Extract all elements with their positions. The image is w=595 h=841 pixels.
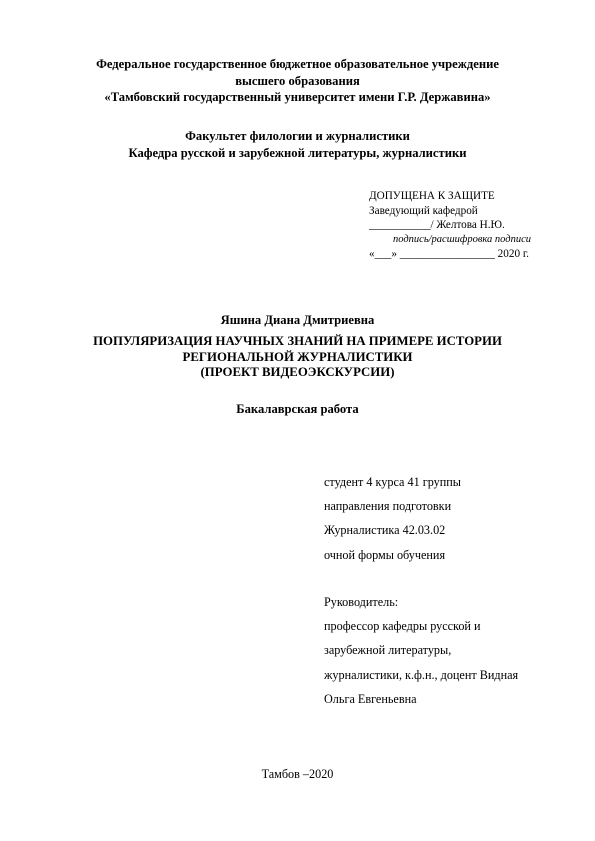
institution-line-3: «Тамбовский государственный университет имени Г.Р. Державина»	[104, 90, 491, 104]
approval-title: ДОПУЩЕНА К ЗАЩИТЕ	[369, 190, 495, 202]
approval-block	[369, 189, 531, 262]
thesis-title-line-2: РЕГИОНАЛЬНОЙ ЖУРНАЛИСТИКИ	[182, 349, 413, 364]
institution-header	[0, 56, 595, 106]
advisor-line-2: профессор кафедры русской и	[324, 619, 481, 634]
student-line-1: студент 4 курса 41 группы	[324, 475, 461, 489]
advisor-line-1: Руководитель:	[324, 595, 399, 609]
advisor-line-4: журналистики, к.ф.н., доцент Видная	[324, 667, 519, 682]
thesis-title	[0, 334, 595, 381]
advisor-info	[324, 590, 518, 711]
faculty-block	[0, 128, 595, 161]
institution-line-2: высшего образования	[235, 73, 360, 88]
work-type: Бакалаврская работа	[236, 402, 359, 416]
thesis-title-line-1: ПОПУЛЯРИЗАЦИЯ НАУЧНЫХ ЗНАНИЙ НА ПРИМЕРЕ ИСТОРИИ	[93, 334, 502, 348]
student-line-4: очной формы обучения	[324, 547, 446, 562]
approval-head: Заведующий кафедрой	[369, 204, 478, 217]
thesis-title-line-3: (ПРОЕКТ ВИДЕОЭКСКУРСИИ)	[200, 365, 395, 380]
faculty-name: Факультет филологии и журналистики	[185, 129, 410, 143]
advisor-line-3: зарубежной литературы,	[324, 643, 452, 658]
student-line-2: направления подготовки	[324, 499, 452, 514]
advisor-line-5: Ольга Евгеньевна	[324, 691, 417, 706]
city-year: Тамбов –2020	[261, 767, 334, 781]
approval-date-line: «___» _________________ 2020 г.	[369, 248, 529, 261]
author-name: Яшина Диана Дмитриевна	[220, 313, 375, 327]
student-line-3: Журналистика 42.03.02	[324, 523, 446, 538]
department-name: Кафедра русской и зарубежной литературы, журналистики	[128, 145, 467, 160]
signature-caption: подпись/расшифровка подписи	[393, 233, 531, 245]
student-info	[324, 470, 461, 567]
approval-signature-line: ___________/ Желтова Н.Ю.	[369, 219, 505, 232]
institution-line-1: Федеральное государственное бюджетное образовательное учреждение	[96, 57, 499, 71]
